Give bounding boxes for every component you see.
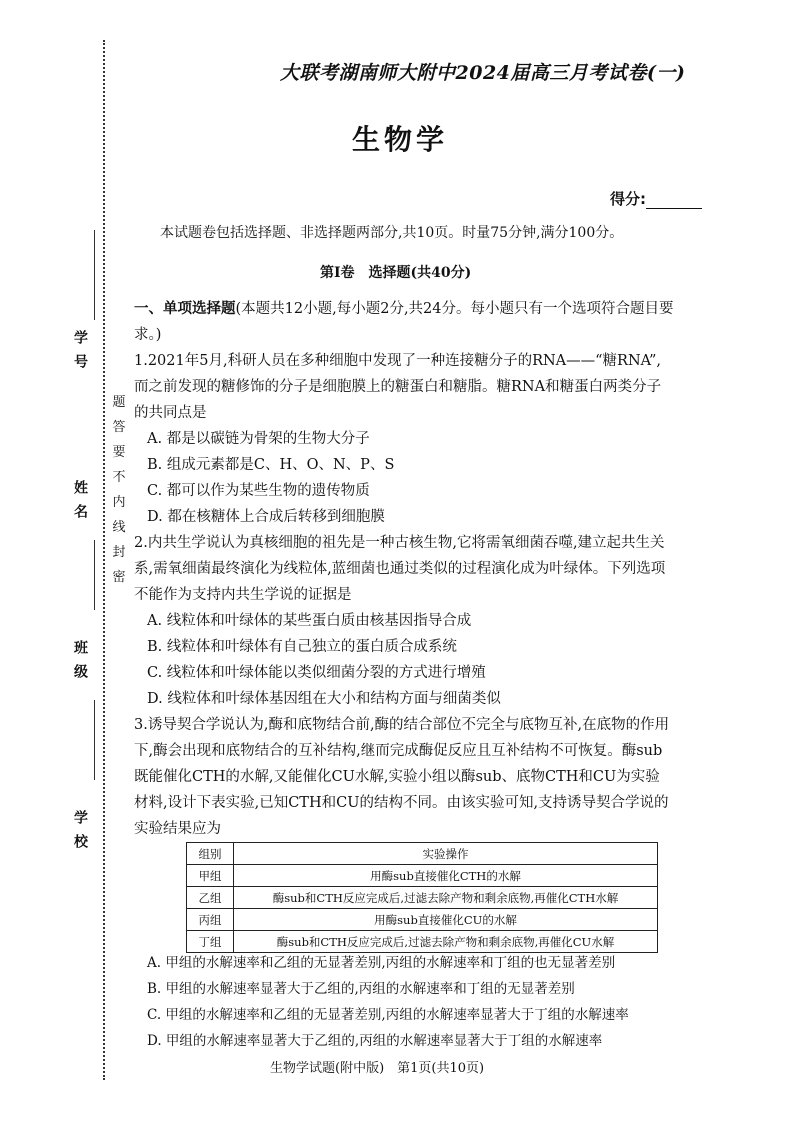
question-2-option-c[interactable]: C. 线粒体和叶绿体能以类似细菌分裂的方式进行增殖 (147, 665, 486, 681)
table-header-cell: 组别 (187, 843, 234, 865)
section-heading: 第Ⅰ卷 选择题(共40分) (320, 265, 472, 281)
score-label: 得分: (610, 190, 646, 208)
question-1-option-d[interactable]: D. 都在核糖体上合成后转移到细胞膜 (147, 509, 385, 525)
exam-title: 大联考湖南师大附中2024届高三月考试卷(一) (280, 62, 686, 84)
question-3-options (134, 950, 674, 1054)
question-2-option-a[interactable]: A. 线粒体和叶绿体的某些蛋白质由核基因指导合成 (147, 613, 472, 629)
name-field[interactable] (70, 420, 100, 580)
experiment-table (186, 842, 658, 953)
question-1-option-a[interactable]: A. 都是以碳链为骨架的生物大分子 (147, 431, 370, 447)
seal-char: 题 (112, 395, 126, 410)
table-cell: 用酶sub直接催化CTH的水解 (234, 865, 658, 887)
part-heading-rest: (本题共12小题,每小题2分,共24分。每小题只有一个选项符合题目要求。) (134, 301, 674, 343)
table-row (187, 865, 658, 887)
question-1-option-c[interactable]: C. 都可以作为某些生物的遗传物质 (147, 483, 370, 499)
name-label: 姓名 (72, 480, 88, 528)
page-footer: 生物学试题(附中版) 第1页(共10页) (270, 1061, 485, 1076)
question-1-stem: 1.2021年5月,科研人员在多种细胞中发现了一种连接糖分子的RNA——“糖RNA”,而之前发现的糖修饰的分子是细胞膜上的糖蛋白和糖脂。糖RNA和糖蛋白两类分子的共同点是 (134, 353, 662, 421)
student-id-label: 学号 (72, 330, 88, 378)
question-2-option-b[interactable]: B. 线粒体和叶绿体有自己独立的蛋白质合成系统 (147, 639, 457, 655)
binding-line (103, 40, 105, 1080)
question-3-option-c[interactable]: C. 甲组的水解速率和乙组的无显著差别,丙组的水解速率显著大于丁组的水解速率 (147, 1007, 629, 1023)
exam-intro: 本试题卷包括选择题、非选择题两部分,共10页。时量75分钟,满分100分。 (160, 225, 624, 241)
question-3-option-d[interactable]: D. 甲组的水解速率显著大于乙组的,丙组的水解速率显著大于丁组的水解速率 (147, 1033, 603, 1049)
seal-char: 线 (112, 520, 126, 535)
seal-char: 要 (112, 445, 126, 460)
table-header-row (187, 843, 658, 865)
question-2-option-d[interactable]: D. 线粒体和叶绿体基因组在大小和结构方面与细菌类似 (147, 691, 501, 707)
table-cell: 用酶sub直接催化CU的水解 (234, 909, 658, 931)
table-cell: 酶sub和CTH反应完成后,过滤去除产物和剩余底物,再催化CTH水解 (234, 887, 658, 909)
seal-char: 内 (112, 495, 126, 510)
part-heading (134, 296, 674, 348)
questions-block-1 (134, 296, 674, 842)
class-field[interactable] (70, 600, 100, 780)
question-2-stem: 2.内共生学说认为真核细胞的祖先是一种古核生物,它将需氧细菌吞噬,建立起共生关系,需氧细菌最终演化为线粒体,蓝细菌也通过类似的过程演化成为叶绿体。下列选项不能作为支持内共生学说的证据是 (134, 535, 666, 603)
question-3-option-a[interactable]: A. 甲组的水解速率和乙组的无显著差别,丙组的水解速率和丁组的也无显著差别 (147, 955, 616, 971)
seal-char: 封 (112, 545, 126, 560)
table-row (187, 909, 658, 931)
question-3-stem: 3.诱导契合学说认为,酶和底物结合前,酶的结合部位不完全与底物互补,在底物的作用下,酶会出现和底物结合的互补结构,继而完成酶促反应且互补结构不可恢复。酶sub既能催化CTH的水解,又能催化CU水解,实验小组以酶sub、底物CTH和CU为实验材料,设计下表实验,已知CTH和CU的结构不同。由该实验可知,支持诱导契合学说的实验结果应为 (134, 717, 670, 837)
part-heading-bold: 一、单项选择题 (134, 300, 236, 317)
table-cell: 丙组 (187, 909, 234, 931)
question-3-option-b[interactable]: B. 甲组的水解速率显著大于乙组的,丙组的水解速率和丁组的无显著差别 (147, 981, 575, 997)
table-cell: 酶sub和CTH反应完成后,过滤去除产物和剩余底物,再催化CU水解 (234, 931, 658, 953)
table-cell: 甲组 (187, 865, 234, 887)
table-cell: 乙组 (187, 887, 234, 909)
class-line (94, 700, 95, 780)
table-row (187, 887, 658, 909)
score-field (610, 188, 702, 209)
seal-char: 答 (112, 420, 126, 435)
seal-char: 不 (112, 470, 126, 485)
student-id-field[interactable] (70, 230, 100, 390)
school-label: 学校 (72, 810, 88, 858)
student-id-line (94, 230, 95, 320)
subject-title: 生物学 (351, 123, 448, 156)
seal-char: 密 (112, 570, 126, 585)
seal-notice (110, 396, 128, 596)
table-header-cell: 实验操作 (234, 843, 658, 865)
school-field[interactable] (70, 800, 100, 920)
score-blank[interactable] (646, 194, 702, 209)
class-label: 班级 (72, 640, 88, 688)
table-cell: 丁组 (187, 931, 234, 953)
question-1-option-b[interactable]: B. 组成元素都是C、H、O、N、P、S (147, 457, 395, 473)
